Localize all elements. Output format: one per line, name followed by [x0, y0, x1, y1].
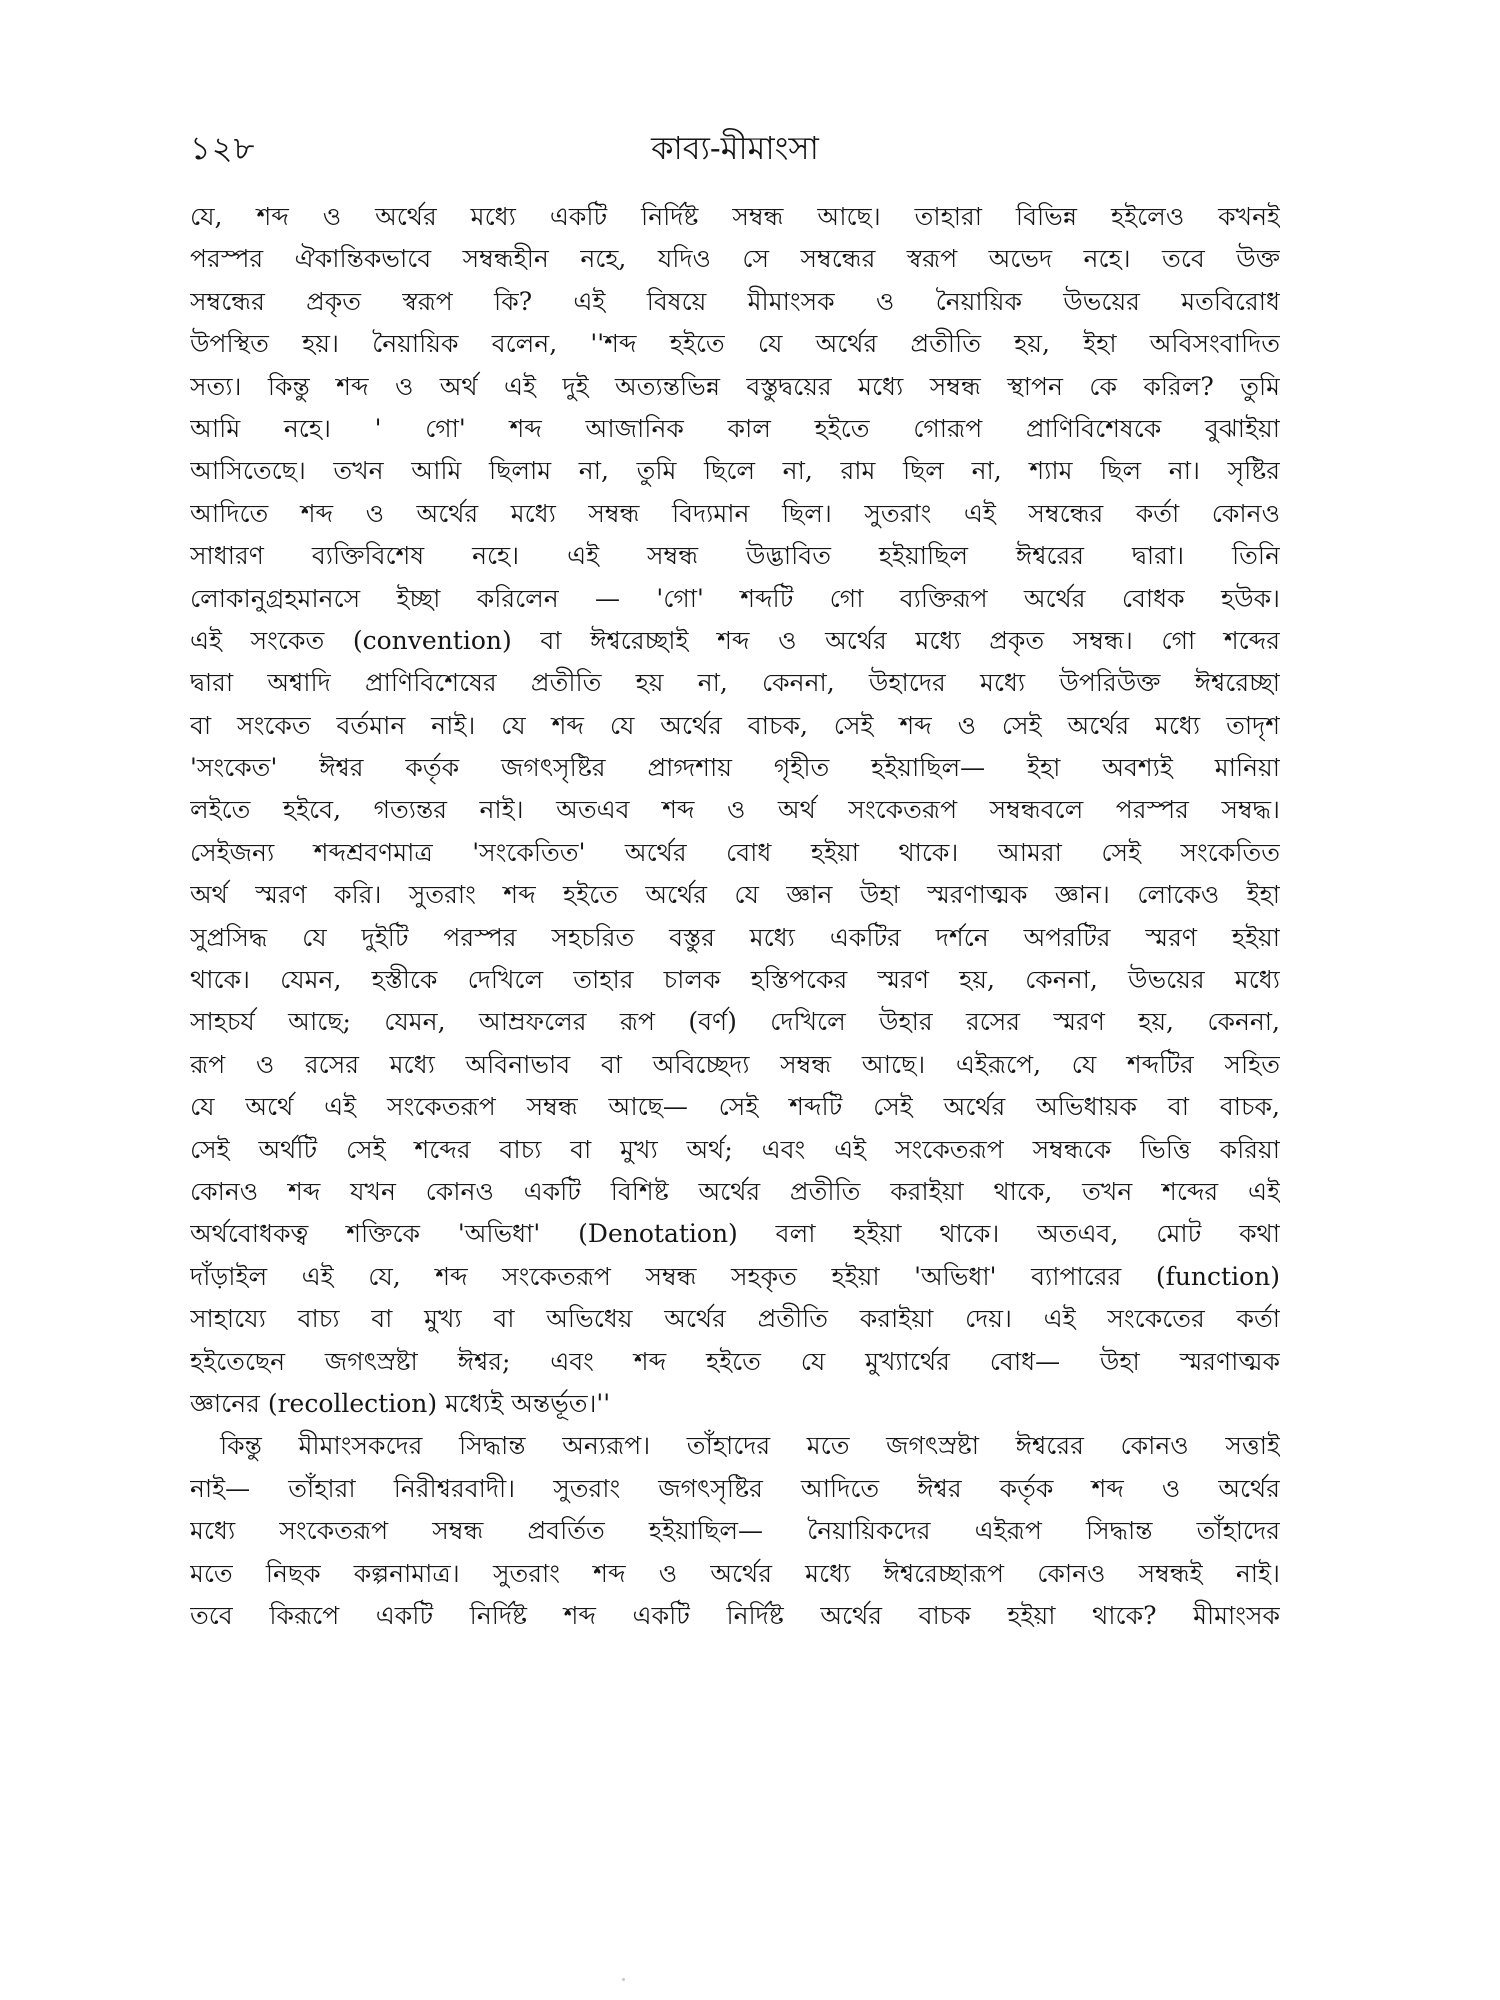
text-line: বা সংকেত বর্তমান নাই। যে শব্দ যে অর্থের বাচক, সেই শব্দ ও সেই অর্থের মধ্যে তাদৃশ: [190, 710, 1280, 740]
text-line: জ্ঞানের (recollection) মধ্যেই অন্তর্ভূত।'': [190, 1388, 611, 1418]
text-line: এই সংকেত (convention) বা ঈশ্বরেচ্ছাই শব্দ ও অর্থের মধ্যে প্রকৃত সম্বন্ধ। গো শব্দের: [190, 625, 1280, 655]
text-line: পরস্পর ঐকান্তিকভাবে সম্বন্ধহীন নহে, যদিও সে সম্বন্ধের স্বরূপ অভেদ নহে। তবে উক্ত: [190, 244, 1280, 274]
text-line: সত্য। কিন্তু শব্দ ও অর্থ এই দুই অত্যন্তভিন্ন বস্তুদ্বয়ের মধ্যে সম্বন্ধ স্থাপন কে করিল? তুমি: [190, 371, 1280, 401]
text-line: সুপ্রসিদ্ধ যে দুইটি পরস্পর সহচরিত বস্তুর মধ্যে একটির দর্শনে অপরটির স্মরণ হইয়া: [190, 922, 1280, 952]
text-line: নাই— তাঁহারা নিরীশ্বরবাদী। সুতরাং জগৎসৃষ্টির আদিতে ঈশ্বর কর্তৃক শব্দ ও অর্থের: [190, 1473, 1280, 1503]
text-line: সেই অর্থটি সেই শব্দের বাচ্য বা মুখ্য অর্থ; এবং এই সংকেতরূপ সম্বন্ধকে ভিত্তি করিয়া: [190, 1134, 1280, 1164]
paragraph: [190, 1425, 1280, 1637]
text-line: আদিতে শব্দ ও অর্থের মধ্যে সম্বন্ধ বিদ্যমান ছিল। সুতরাং এই সম্বন্ধের কর্তা কোনও: [190, 498, 1280, 528]
page-header: [190, 128, 1280, 188]
text-line: থাকে। যেমন, হস্তীকে দেখিলে তাহার চালক হস্তিপকের স্মরণ হয়, কেননা, উভয়ের মধ্যে: [190, 965, 1280, 995]
text-line: উপস্থিত হয়। নৈয়ায়িক বলেন, ''শব্দ হইতে যে অর্থের প্রতীতি হয়, ইহা অবিসংবাদিত: [190, 329, 1280, 359]
text-line: সম্বন্ধের প্রকৃত স্বরূপ কি? এই বিষয়ে মীমাংসক ও নৈয়ায়িক উভয়ের মতবিরোধ: [190, 286, 1280, 316]
text-line: আসিতেছে। তখন আমি ছিলাম না, তুমি ছিলে না, রাম ছিল না, শ্যাম ছিল না। সৃষ্টির: [190, 456, 1280, 486]
text-line: যে অর্থে এই সংকেতরূপ সম্বন্ধ আছে— সেই শব্দটি সেই অর্থের অভিধায়ক বা বাচক,: [190, 1092, 1280, 1122]
body-text: [190, 196, 1280, 1637]
text-line: সাহচর্য আছে; যেমন, আম্রফলের রূপ (বর্ণ) দেখিলে উহার রসের স্মরণ হয়, কেননা,: [190, 1007, 1280, 1037]
text-line: সাধারণ ব্যক্তিবিশেষ নহে। এই সম্বন্ধ উদ্ভাবিত হইয়াছিল ঈশ্বরের দ্বারা। তিনি: [190, 541, 1280, 571]
text-line: লইতে হইবে, গত্যন্তর নাই। অতএব শব্দ ও অর্থ সংকেতরূপ সম্বন্ধবলে পরস্পর সম্বদ্ধ।: [190, 795, 1280, 825]
text-line: তবে কিরূপে একটি নির্দিষ্ট শব্দ একটি নির্দিষ্ট অর্থের বাচক হইয়া থাকে? মীমাংসক: [190, 1600, 1280, 1630]
text-line: দ্বারা অশ্বাদি প্রাণিবিশেষের প্রতীতি হয় না, কেননা, উহাদের মধ্যে উপরিউক্ত ঈশ্বরেচ্ছা: [190, 668, 1280, 698]
text-line: দাঁড়াইল এই যে, শব্দ সংকেতরূপ সম্বন্ধ সহকৃত হইয়া 'অভিধা' ব্যাপারের (function): [190, 1261, 1280, 1291]
text-line: কিন্তু মীমাংসকদের সিদ্ধান্ত অন্যরূপ। তাঁহাদের মতে জগৎস্রষ্টা ঈশ্বরের কোনও সত্তাই: [220, 1431, 1280, 1461]
text-line: 'সংকেত' ঈশ্বর কর্তৃক জগৎসৃষ্টির প্রাগ্দশায় গৃহীত হইয়াছিল— ইহা অবশ্যই মানিয়া: [190, 753, 1280, 783]
page-number: ১২৮: [190, 129, 256, 167]
text-line: যে, শব্দ ও অর্থের মধ্যে একটি নির্দিষ্ট সম্বন্ধ আছে। তাহারা বিভিন্ন হইলেও কখনই: [190, 202, 1280, 231]
text-line: আমি নহে। ' গো' শব্দ আজানিক কাল হইতে গোরূপ প্রাণিবিশেষকে বুঝাইয়া: [190, 413, 1280, 443]
scan-speck: [622, 1978, 625, 1981]
text-line: হইতেছেন জগৎস্রষ্টা ঈশ্বর; এবং শব্দ হইতে যে মুখ্যার্থের বোধ— উহা স্মরণাত্মক: [190, 1346, 1280, 1376]
text-line: লোকানুগ্রহমানসে ইচ্ছা করিলেন — 'গো' শব্দটি গো ব্যক্তিরূপ অর্থের বোধক হউক।: [190, 583, 1280, 613]
text-line: মধ্যে সংকেতরূপ সম্বন্ধ প্রবর্তিত হইয়াছিল— নৈয়ায়িকদের এইরূপ সিদ্ধান্ত তাঁহাদের: [190, 1516, 1280, 1546]
text-line: রূপ ও রসের মধ্যে অবিনাভাব বা অবিচ্ছেদ্য সম্বন্ধ আছে। এইরূপে, যে শব্দটির সহিত: [190, 1049, 1280, 1079]
text-line: মতে নিছক কল্পনামাত্র। সুতরাং শব্দ ও অর্থের মধ্যে ঈশ্বরেচ্ছারূপ কোনও সম্বন্ধই নাই।: [190, 1558, 1280, 1588]
running-title: কাব্য-মীমাংসা: [651, 129, 819, 167]
text-line: সেইজন্য শব্দশ্রবণমাত্র 'সংকেতিত' অর্থের বোধ হইয়া থাকে। আমরা সেই সংকেতিত: [190, 837, 1280, 867]
text-line: কোনও শব্দ যখন কোনও একটি বিশিষ্ট অর্থের প্রতীতি করাইয়া থাকে, তখন শব্দের এই: [190, 1176, 1280, 1206]
text-line: অর্থবোধকত্ব শক্তিকে 'অভিধা' (Denotation) বলা হইয়া থাকে। অতএব, মোট কথা: [190, 1219, 1280, 1249]
paragraph: [190, 196, 1280, 1425]
text-line: সাহায্যে বাচ্য বা মুখ্য বা অভিধেয় অর্থের প্রতীতি করাইয়া দেয়। এই সংকেতের কর্তা: [190, 1304, 1280, 1334]
text-line: অর্থ স্মরণ করি। সুতরাং শব্দ হইতে অর্থের যে জ্ঞান উহা স্মরণাত্মক জ্ঞান। লোকেও ইহা: [190, 880, 1280, 910]
